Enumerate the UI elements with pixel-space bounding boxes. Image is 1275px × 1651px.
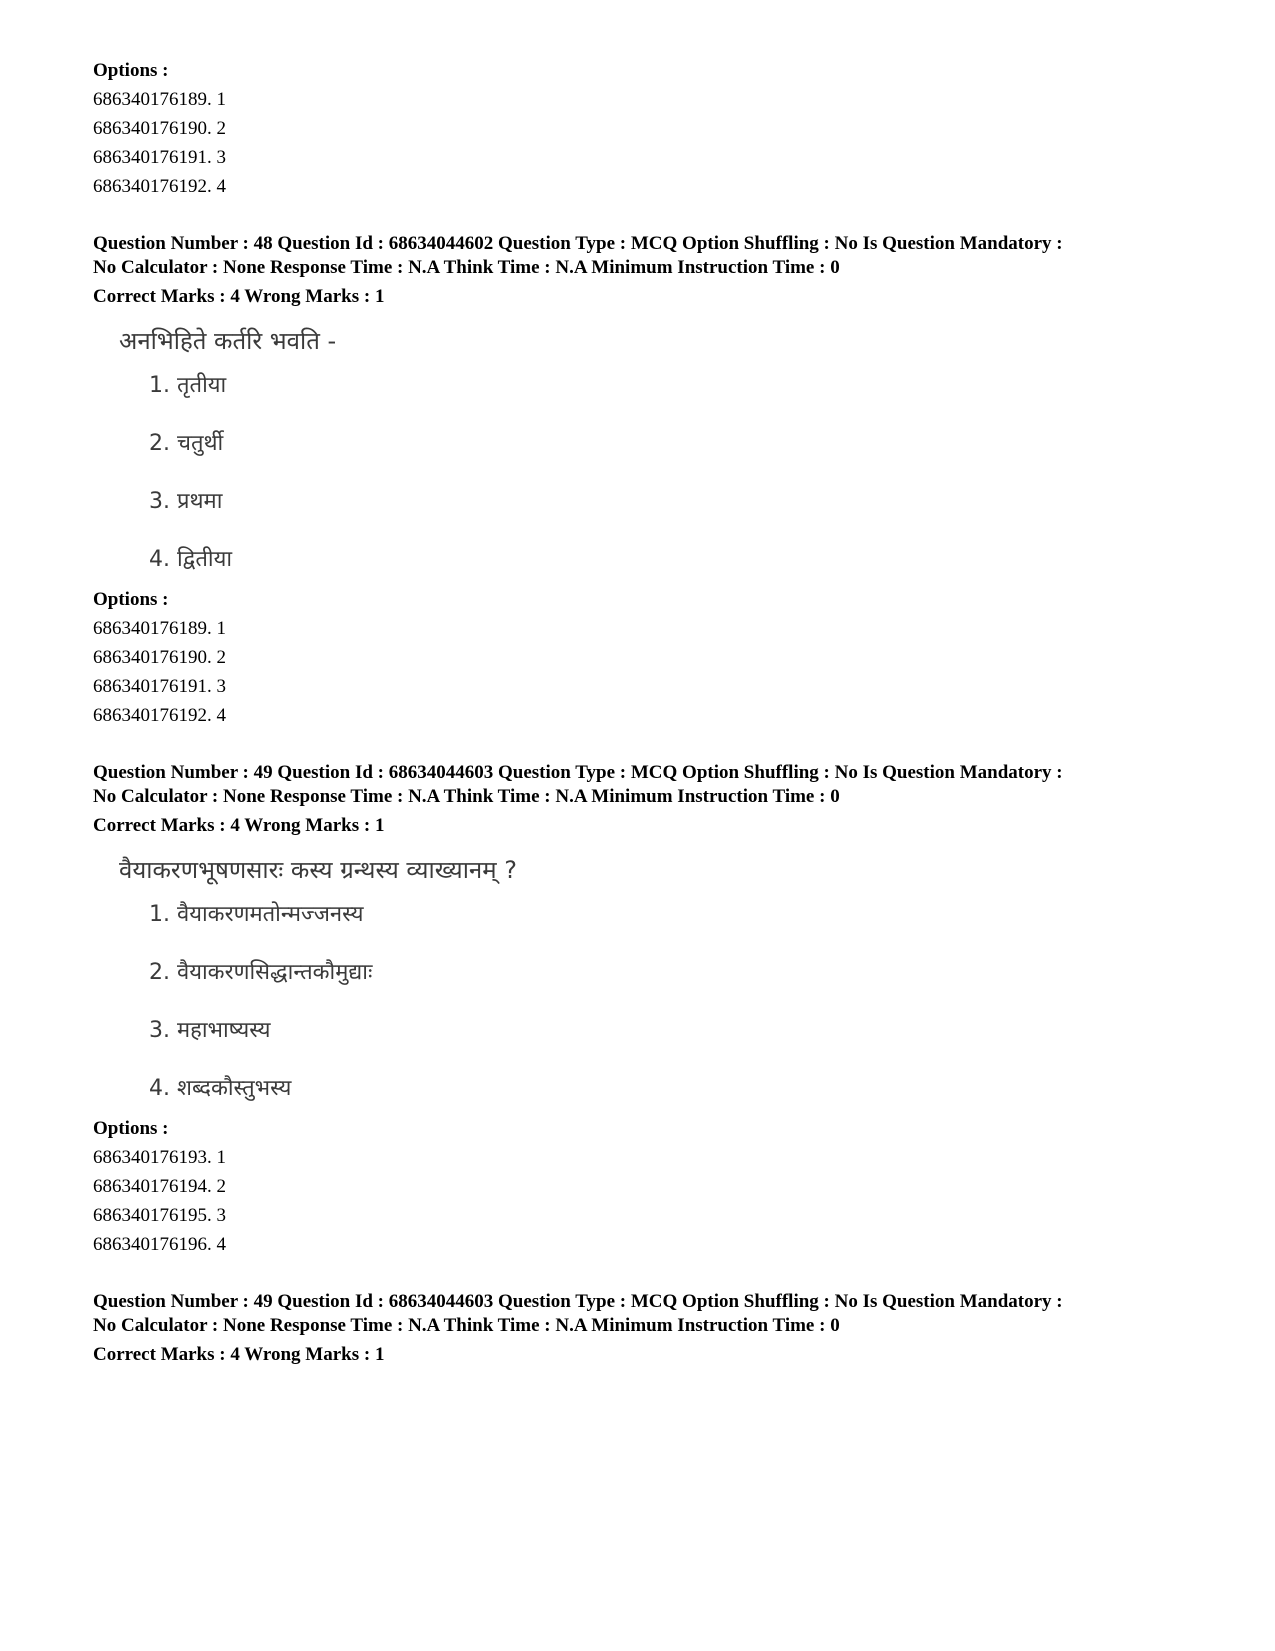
question-meta-line: No Calculator : None Response Time : N.A Think Time : N.A Minimum Instruction Time : 0 xyxy=(93,1315,840,1336)
question-choice: 4. शब्दकौस्तुभस्य xyxy=(149,1076,292,1101)
marks-line: Correct Marks : 4 Wrong Marks : 1 xyxy=(93,1344,385,1365)
question-choice: 4. द्वितीया xyxy=(149,547,233,572)
question-text: अनभिहिते कर्तरि भवति - xyxy=(119,327,337,355)
question-choice: 1. तृतीया xyxy=(149,373,227,398)
option-line: 686340176192. 4 xyxy=(93,705,226,726)
option-line: 686340176193. 1 xyxy=(93,1147,226,1168)
question-body xyxy=(119,854,1213,1104)
options-heading: Options : xyxy=(93,1118,169,1139)
question-48 xyxy=(93,232,1213,730)
option-line: 686340176194. 2 xyxy=(93,1176,226,1197)
question-choice: 3. प्रथमा xyxy=(149,489,223,514)
question-meta-line: Question Number : 49 Question Id : 68634044603 Question Type : MCQ Option Shuffling : No Is Question Mandatory : xyxy=(93,1291,1063,1312)
option-line: 686340176192. 4 xyxy=(93,176,226,197)
question-choice: 2. चतुर्थी xyxy=(149,431,224,456)
option-line: 686340176191. 3 xyxy=(93,676,226,697)
option-line: 686340176196. 4 xyxy=(93,1234,226,1255)
question-choice: 2. वैयाकरणसिद्धान्तकौमुद्याः xyxy=(149,960,373,985)
document-page xyxy=(93,56,1213,1367)
options-block xyxy=(93,56,1213,201)
question-meta-line: Question Number : 48 Question Id : 68634044602 Question Type : MCQ Option Shuffling : No Is Question Mandatory : xyxy=(93,233,1063,254)
options-heading: Options : xyxy=(93,60,169,81)
question-meta-line: Question Number : 49 Question Id : 68634044603 Question Type : MCQ Option Shuffling : No Is Question Mandatory : xyxy=(93,762,1063,783)
marks-line: Correct Marks : 4 Wrong Marks : 1 xyxy=(93,815,385,836)
question-49-repeat xyxy=(93,1290,1213,1367)
option-line: 686340176189. 1 xyxy=(93,618,226,639)
options-heading: Options : xyxy=(93,589,169,610)
question-meta-line: No Calculator : None Response Time : N.A Think Time : N.A Minimum Instruction Time : 0 xyxy=(93,786,840,807)
option-line: 686340176191. 3 xyxy=(93,147,226,168)
option-line: 686340176190. 2 xyxy=(93,118,226,139)
question-choice: 3. महाभाष्यस्य xyxy=(149,1018,271,1043)
question-body xyxy=(119,325,1213,575)
question-meta-line: No Calculator : None Response Time : N.A Think Time : N.A Minimum Instruction Time : 0 xyxy=(93,257,840,278)
question-choice: 1. वैयाकरणमतोन्मज्जनस्य xyxy=(149,902,364,927)
option-line: 686340176189. 1 xyxy=(93,89,226,110)
marks-line: Correct Marks : 4 Wrong Marks : 1 xyxy=(93,286,385,307)
question-text: वैयाकरणभूषणसारः कस्य ग्रन्थस्य व्याख्यानम् ? xyxy=(119,856,517,884)
option-line: 686340176190. 2 xyxy=(93,647,226,668)
question-49 xyxy=(93,761,1213,1259)
option-line: 686340176195. 3 xyxy=(93,1205,226,1226)
